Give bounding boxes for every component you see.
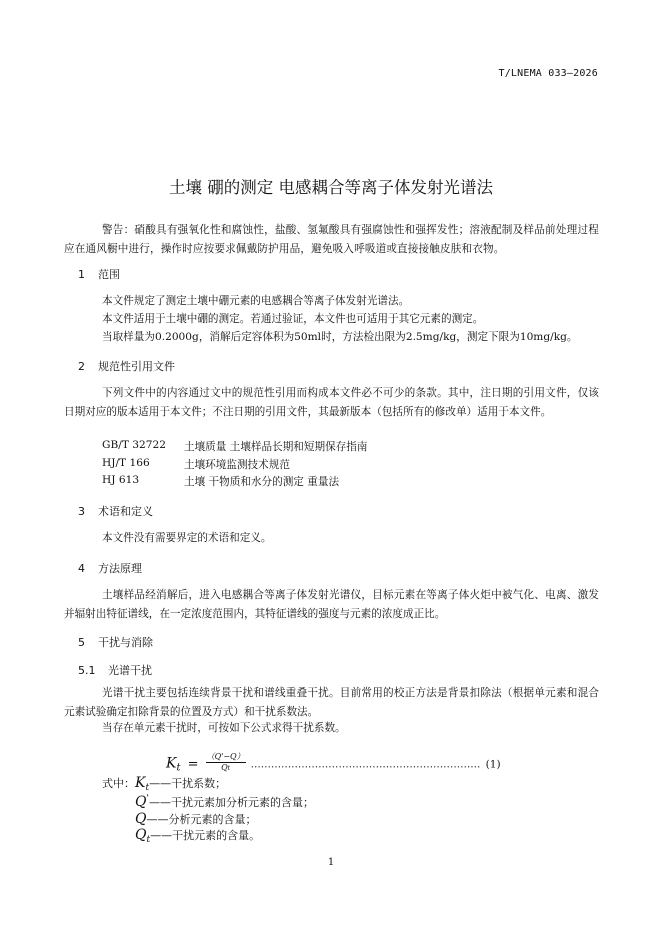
reference-code: GB/T 32722 xyxy=(102,439,166,451)
section-2-heading xyxy=(78,358,175,374)
definition-description: ——干扰元素的含量。 xyxy=(150,829,261,842)
interference-paragraph: 光谱干扰主要包括连续背景干扰和谱线重叠干扰。目前常用的校正方法是背景扣除法（根据单元素和混合元素试验确定扣除背景的位置及方式）和干扰系数法。 xyxy=(64,687,599,718)
section-number: 3 xyxy=(78,505,85,518)
section-title: 方法原理 xyxy=(98,562,142,575)
section-title: 术语和定义 xyxy=(98,505,153,518)
section-title: 范围 xyxy=(98,268,120,281)
section-number: 5.1 xyxy=(78,664,96,677)
page-title: 土壤 硼的测定 电感耦合等离子体发射光谱法 xyxy=(169,178,493,197)
reference-code: HJ 613 xyxy=(102,474,140,486)
principle-paragraph: 土壤样品经消解后，进入电感耦合等离子体发射光谱仪，目标元素在等离子体火炬中被气化、电离、激发并辐射出特征谱线，在一定浓度范围内，其特征谱线的强度与元素的浓度成正比。 xyxy=(64,589,599,620)
formula-1 xyxy=(166,752,501,774)
warning-paragraph: 警告：硝酸具有强氧化性和腐蚀性，盐酸、氢氟酸具有强腐蚀性和强挥发性；溶液配制及样品前处理过程应在通风橱中进行，操作时应按要求佩戴防护用品，避免吸入呼吸道或直接接触皮肤和衣物。 xyxy=(64,224,599,255)
formula-number: (1) xyxy=(485,758,501,771)
definition-symbol: K xyxy=(135,775,146,791)
section-number: 1 xyxy=(78,268,85,281)
section-5-heading xyxy=(78,634,153,650)
formula-equals: = xyxy=(187,756,199,772)
definition-subscript: t xyxy=(145,783,150,793)
section-4-heading xyxy=(78,560,142,576)
page-number: 1 xyxy=(327,857,335,868)
section-number: 4 xyxy=(78,562,85,575)
terms-text: 本文件没有需要界定的术语和定义。 xyxy=(102,532,272,544)
scope-line-1: 本文件规定了测定土壤中硼元素的电感耦合等离子体发射光谱法。 xyxy=(102,295,410,307)
section-5-1-heading xyxy=(78,662,152,678)
reference-title: 土壤质量 土壤样品长期和短期保存指南 xyxy=(184,441,368,453)
section-1-heading xyxy=(78,266,120,282)
definition-description: ——干扰元素加分析元素的含量； xyxy=(148,796,314,809)
interference-formula-intro: 当存在单元素干扰时，可按如下公式求得干扰系数。 xyxy=(102,722,346,734)
section-title: 干扰与消除 xyxy=(98,636,153,649)
scope-line-3: 当取样量为0.2000g，消解后定容体积为50ml时，方法检出限为2.5mg/kg，测定下限为10mg/kg。 xyxy=(102,331,578,343)
formula-leader: .................................................................... xyxy=(250,759,481,771)
formula-lhs-subscript: t xyxy=(176,762,181,774)
definition-row xyxy=(135,827,260,845)
section-title: 规范性引用文件 xyxy=(98,360,175,373)
definition-subscript: t xyxy=(146,835,151,845)
section-number: 2 xyxy=(78,360,85,373)
reference-code: HJ/T 166 xyxy=(102,457,150,469)
scope-line-2: 本文件适用于土壤中硼的测定。若通过验证，本文件也可适用于其它元素的测定。 xyxy=(102,313,484,325)
definition-prime: ' xyxy=(146,794,149,804)
section-title: 光谱干扰 xyxy=(108,664,152,677)
formula-fraction xyxy=(206,752,246,774)
reference-title: 土壤环境监测技术规范 xyxy=(184,459,290,471)
formula-numerator: （Q'−Q） xyxy=(206,752,245,761)
formula-lhs: K xyxy=(166,755,177,772)
section-3-heading xyxy=(78,503,153,519)
definition-row xyxy=(102,775,226,793)
definition-description: ——干扰系数； xyxy=(149,777,227,790)
formula-denominator: Qt xyxy=(221,763,231,772)
section-number: 5 xyxy=(78,636,85,649)
document-number: T/LNEMA 033—2026 xyxy=(498,68,598,79)
definition-symbol: Q xyxy=(135,827,147,843)
definition-symbol: Q xyxy=(135,811,147,827)
reference-title: 土壤 干物质和水分的测定 重量法 xyxy=(184,476,340,488)
definition-symbol: Q xyxy=(135,794,147,810)
definition-row xyxy=(135,794,314,810)
references-intro: 下列文件中的内容通过文中的规范性引用而构成本文件必不可少的条款。其中，注日期的引用文件，仅该日期对应的版本适用于本文件；不注日期的引用文件，其最新版本（包括所有的修改单）适用于本文件。 xyxy=(64,387,599,418)
definitions-prefix: 式中： xyxy=(102,777,135,790)
definition-description: ——分析元素的含量； xyxy=(146,813,257,826)
definition-row xyxy=(135,811,256,827)
